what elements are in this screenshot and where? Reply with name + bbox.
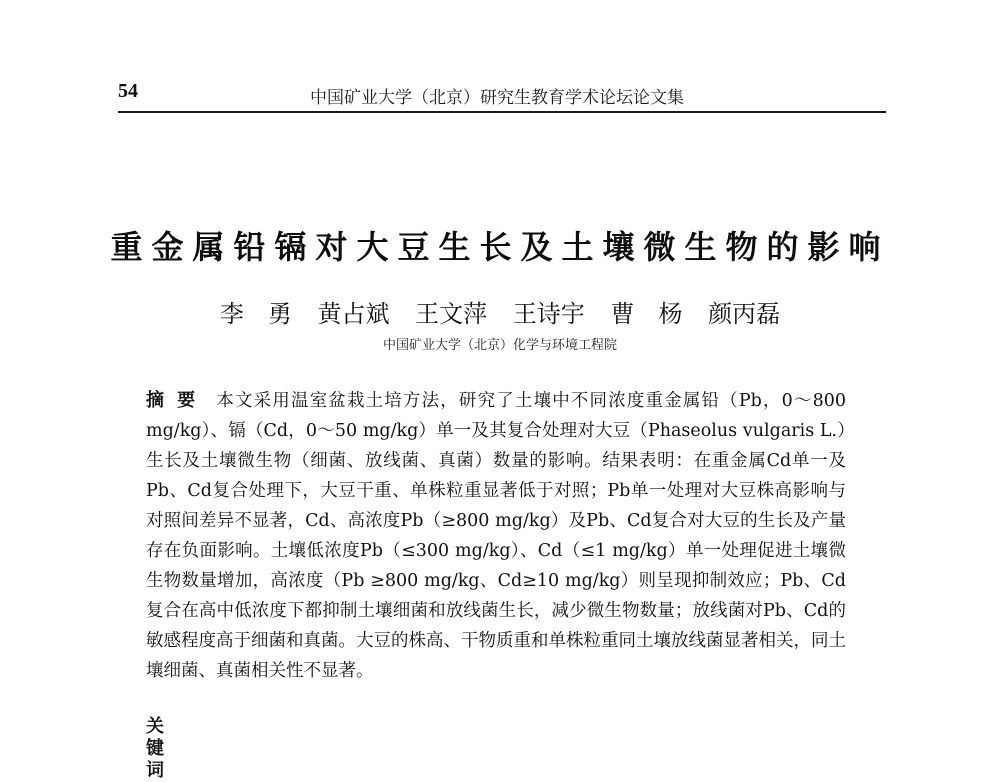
- page-number: 54: [118, 80, 138, 102]
- author-list: [0, 294, 1000, 329]
- author-name: 黄占斌: [317, 300, 390, 328]
- running-header: 中国矿业大学（北京）研究生教育学术论坛论文集: [310, 88, 684, 108]
- header-rule: [118, 111, 886, 113]
- abstract-label: 摘要: [146, 390, 209, 411]
- author-name: 王诗宇: [512, 300, 585, 328]
- article-title: 重金属铅镉对大豆生长及土壤微生物的影响: [110, 228, 890, 266]
- abstract-text: 本文采用温室盆栽土培方法，研究了土壤中不同浓度重金属铅（Pb，0～800 mg/kg）、镉（Cd，0～50 mg/kg）单一及其复合处理对大豆（Phaseolus vulgaris L.）生长及土壤微生物（细菌、放线菌、真菌）数量的影响。结果表明：在重金属Cd单一及Pb、Cd复合处理下，大豆干重、单株粒重显著低于对照；Pb单一处理对大豆株高影响与对照间差异不显著，Cd、高浓度Pb（≥800 mg/kg）及Pb、Cd复合对大豆的生长及产量存在负面影响。土壤低浓度Pb（≤300 mg/kg）、Cd（≤1 mg/kg）单一处理促进土壤微生物数量增加，高浓度（Pb ≥800 mg/kg、Cd≥10 mg/kg）则呈现抑制效应；Pb、Cd复合在高中低浓度下都抑制土壤细菌和放线菌生长，减少微生物数量；放线菌对Pb、Cd的敏感程度高于细菌和真菌。大豆的株高、干物质重和单株粒重同土壤放线菌显著相关，同土壤细菌、真菌相关性不显著。: [146, 391, 847, 681]
- author-name: 李 勇: [219, 300, 292, 328]
- author-name: 颜丙磊: [708, 300, 781, 328]
- keywords-label-cropped: 关键词: [146, 716, 164, 781]
- author-name: 曹 杨: [610, 300, 683, 328]
- affiliation: 中国矿业大学（北京）化学与环境工程院: [382, 338, 617, 353]
- abstract: [146, 386, 846, 686]
- author-name: 王文萍: [415, 300, 488, 328]
